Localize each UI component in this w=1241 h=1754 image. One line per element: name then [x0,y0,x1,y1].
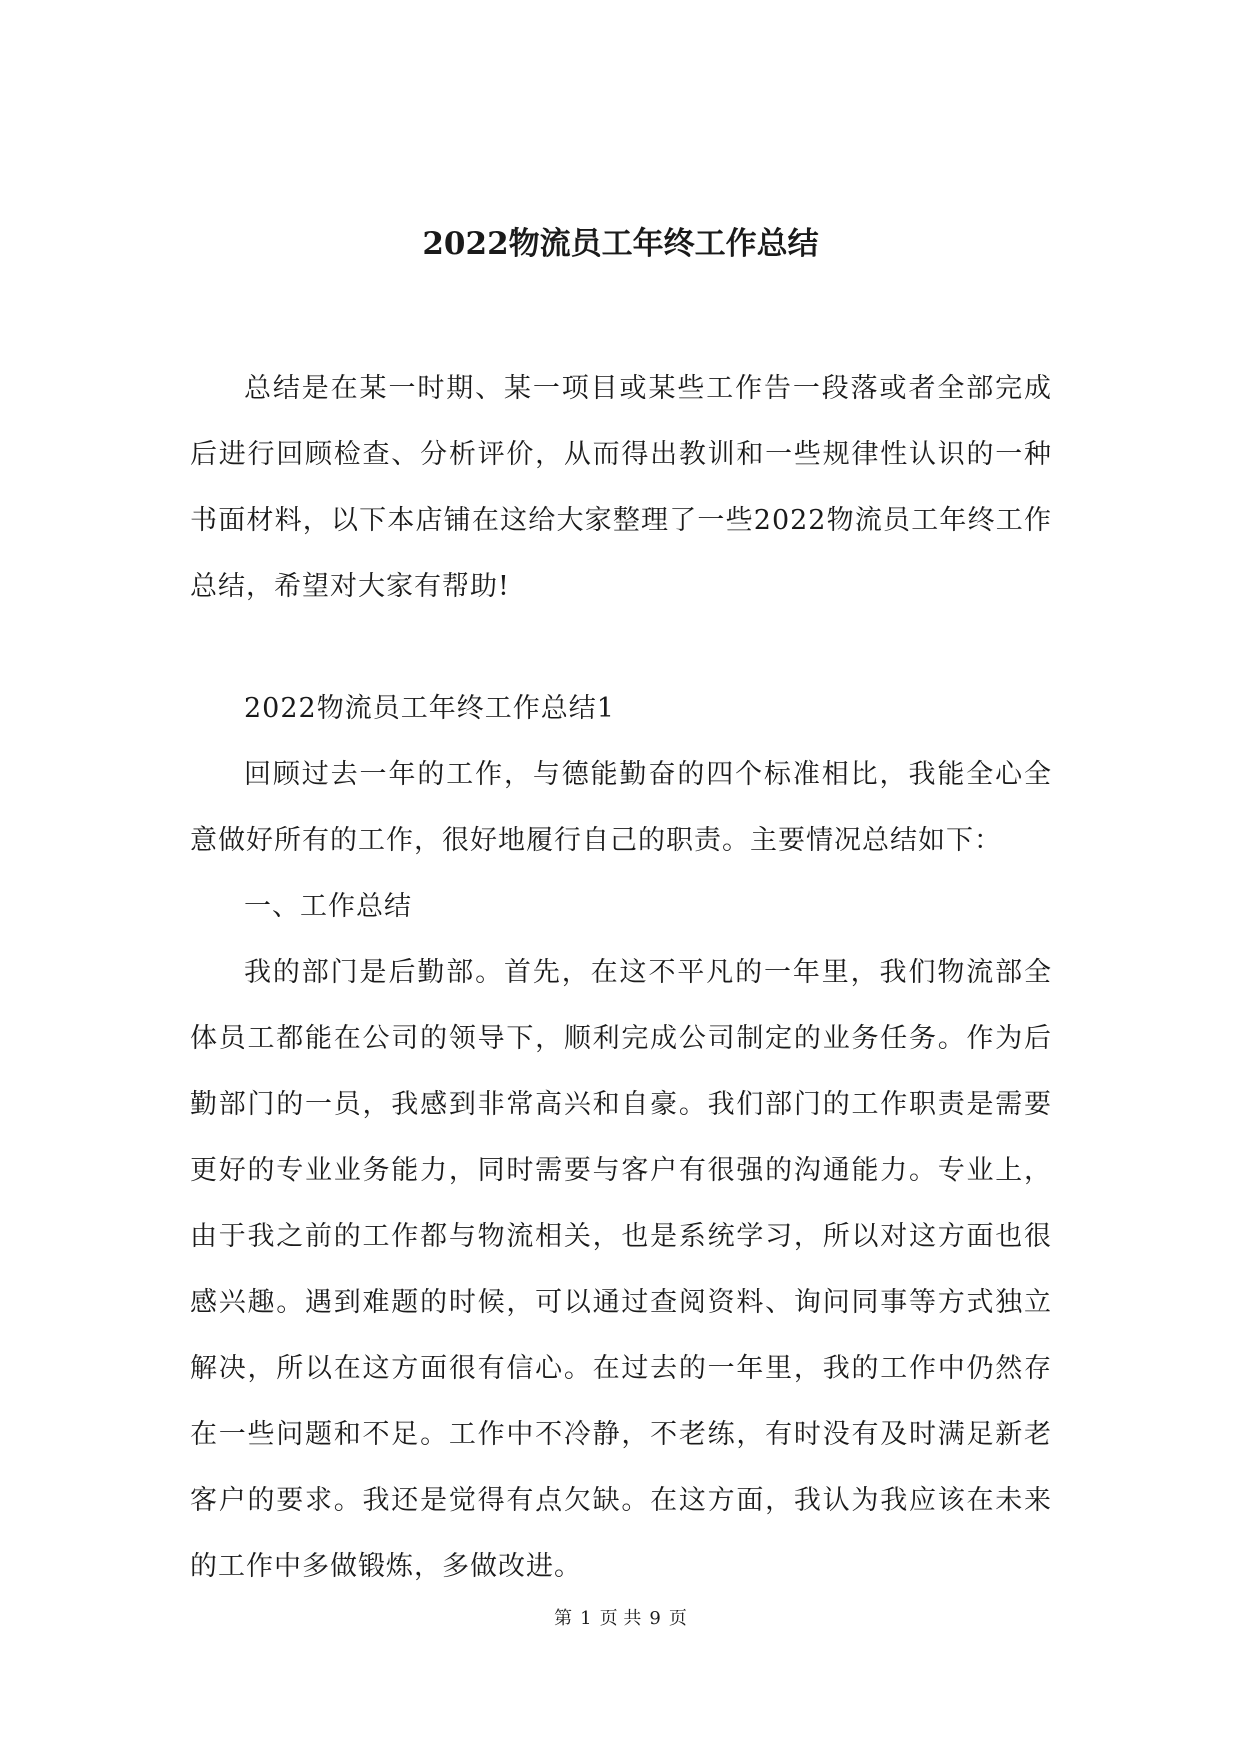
document-title: 2022物流员工年终工作总结 [422,226,819,262]
current-page-number: 1 [580,1608,592,1629]
intro-paragraph: 总结是在某一时期、某一项目或某些工作告一段落或者全部完成后进行回顾检查、分析评价，从而得出教训和一些规律性认识的一种书面材料，以下本店铺在这给大家整理了一些2022物流员工年终工作总结，希望对大家有帮助! [190,373,1052,602]
page-footer [0,1606,1241,1632]
section-title: 2022物流员工年终工作总结1 [244,693,615,724]
footer-middle: 页 共 [599,1608,642,1629]
total-page-number: 9 [649,1608,661,1629]
body-paragraph-2: 我的部门是后勤部。首先，在这不平凡的一年里，我们物流部全体员工都能在公司的领导下，顺利完成公司制定的业务任务。作为后勤部门的一员，我感到非常高兴和自豪。我们部门的工作职责是需要更好的专业业务能力，同时需要与客户有很强的沟通能力。专业上，由于我之前的工作都与物流相关，也是系统学习，所以对这方面也很感兴趣。遇到难题的时候，可以通过查阅资料、询问同事等方式独立解决，所以在这方面很有信心。在过去的一年里，我的工作中仍然存在一些问题和不足。工作中不冷静，不老练，有时没有及时满足新老客户的要求。我还是觉得有点欠缺。在这方面，我认为我应该在未来的工作中多做锻炼，多做改进。 [190,957,1052,1582]
paragraph-spacer [190,620,1052,676]
body-paragraph-1: 回顾过去一年的工作，与德能勤奋的四个标准相比，我能全心全意做好所有的工作，很好地履行自己的职责。主要情况总结如下： [190,759,1052,856]
footer-prefix: 第 [554,1608,573,1629]
section-heading-work-summary: 一、工作总结 [244,891,412,922]
document-body [190,356,1052,1600]
footer-suffix: 页 [668,1608,687,1629]
